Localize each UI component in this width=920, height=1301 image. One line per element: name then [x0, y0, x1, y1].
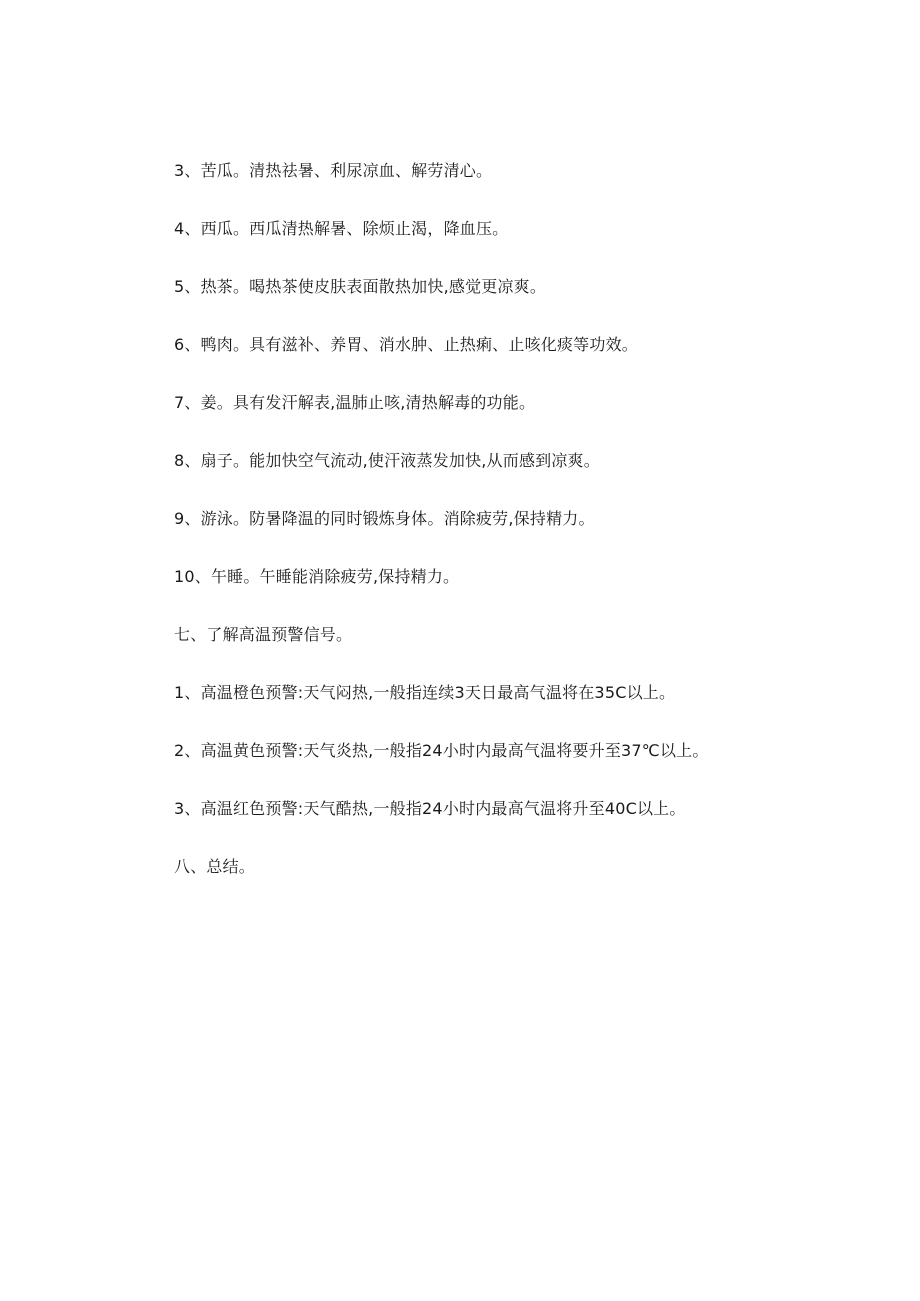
- text-line-ginger: 7、姜。具有发汗解表,温肺止咳,清热解毒的功能。: [174, 393, 536, 412]
- text-line-duck: 6、鸭肉。具有滋补、养胃、消水肿、止热痢、止咳化痰等功效。: [174, 335, 638, 354]
- text-line-bitter-melon: 3、苦瓜。清热祛暑、利尿凉血、解劳清心。: [174, 161, 493, 180]
- document-body: [174, 158, 874, 912]
- text-line-swimming: 9、游泳。防暑降温的同时锻炼身体。消除疲劳,保持精力。: [174, 509, 595, 528]
- section-heading-summary: 八、总结。: [174, 857, 256, 876]
- text-line-yellow-warning: 2、高温黄色预警:天气炎热,一般指24小时内最高气温将要升至37℃以上。: [174, 741, 709, 760]
- text-line-red-warning: 3、高温红色预警:天气酷热,一般指24小时内最高气温将升至40C以上。: [174, 799, 686, 818]
- text-line-hot-tea: 5、热茶。喝热茶使皮肤表面散热加快,感觉更凉爽。: [174, 277, 547, 296]
- text-line-fan: 8、扇子。能加快空气流动,使汗液蒸发加快,从而感到凉爽。: [174, 451, 600, 470]
- text-line-watermelon: 4、西瓜。西瓜清热解暑、除烦止渴，降血压。: [174, 219, 509, 238]
- text-line-nap: 10、午睡。午睡能消除疲劳,保持精力。: [174, 567, 460, 586]
- section-heading-warning-signals: 七、了解高温预警信号。: [174, 625, 353, 644]
- text-line-orange-warning: 1、高温橙色预警:天气闷热,一般指连续3天日最高气温将在35C以上。: [174, 683, 676, 702]
